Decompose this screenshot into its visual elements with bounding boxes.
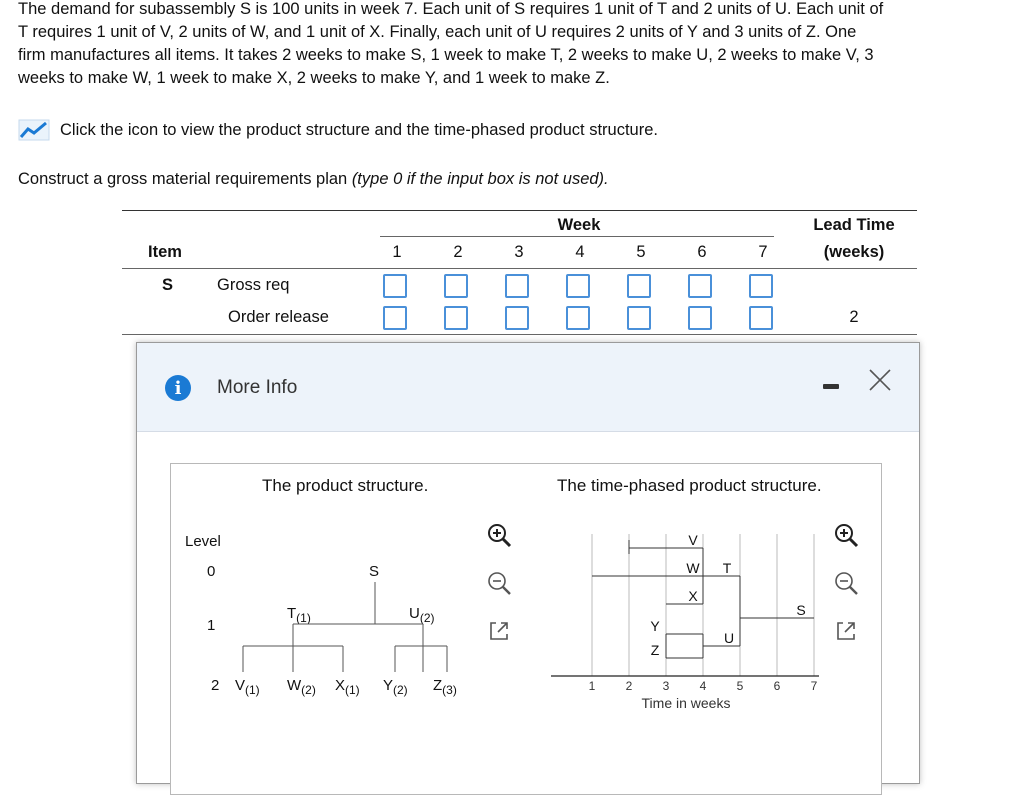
level-label: Level xyxy=(185,533,221,550)
problem-line-3: firm manufactures all items. It takes 2 weeks to make S, 1 week to make T, 2 weeks to make U, 2 weeks to make V, 3 xyxy=(18,46,874,64)
mrp-table xyxy=(122,210,917,336)
order-release-week-7-input[interactable] xyxy=(749,306,773,330)
tick-4: 4 xyxy=(699,679,707,693)
node-s: S xyxy=(369,563,380,580)
zoom-in-icon[interactable] xyxy=(833,522,859,548)
order-release-week-1-input[interactable] xyxy=(383,306,407,330)
view-structure-link-text[interactable]: Click the icon to view the product structure and the time-phased product structure. xyxy=(60,120,658,139)
tick-7: 7 xyxy=(810,679,818,693)
item-header: Item xyxy=(148,243,182,261)
label-z: Z xyxy=(650,642,660,658)
level-1-label: 1 xyxy=(207,617,216,634)
tick-6: 6 xyxy=(773,679,781,693)
product-structure-title: The product structure. xyxy=(262,476,429,495)
problem-line-4: weeks to make W, 1 week to make X, 2 weeks to make Y, and 1 week to make Z. xyxy=(18,69,610,87)
table-top-rule xyxy=(122,210,917,211)
instruction-text: Construct a gross material requirements plan xyxy=(18,170,352,188)
zoom-out-button-left[interactable] xyxy=(486,570,512,596)
dialog-header xyxy=(137,343,919,432)
time-phased-diagram xyxy=(551,524,821,734)
expand-icon[interactable] xyxy=(486,618,512,644)
item-s: S xyxy=(162,276,174,294)
label-y: Y xyxy=(650,618,660,634)
expand-button-left[interactable] xyxy=(486,618,512,644)
table-bottom-rule xyxy=(122,334,917,335)
lead-time-header: Lead Time xyxy=(813,216,895,234)
time-phased-title: The time-phased product structure. xyxy=(557,476,822,495)
zoom-in-button-left[interactable] xyxy=(486,522,512,548)
label-t: T xyxy=(722,560,732,576)
zoom-out-icon[interactable] xyxy=(486,570,512,596)
product-structure-diagram xyxy=(171,524,481,704)
lead-time-value: 2 xyxy=(849,308,859,326)
chart-line-icon[interactable] xyxy=(18,119,50,141)
lead-time-units: (weeks) xyxy=(823,243,885,261)
gross-req-week-3-input[interactable] xyxy=(505,274,529,298)
order-release-week-3-input[interactable] xyxy=(505,306,529,330)
level-0-label: 0 xyxy=(207,563,216,580)
zoom-out-button-right[interactable] xyxy=(833,570,859,596)
gross-req-label: Gross req xyxy=(217,276,290,294)
tick-3: 3 xyxy=(662,679,670,693)
node-w: $W_{(2)}$ xyxy=(287,677,316,697)
tick-5: 5 xyxy=(736,679,744,693)
week-label-7: 7 xyxy=(758,243,768,261)
zoom-in-button-right[interactable] xyxy=(833,522,859,548)
label-x: X xyxy=(688,588,698,604)
tick-1: 1 xyxy=(588,679,596,693)
label-u: U xyxy=(723,630,735,646)
instruction-emphasis: (type 0 if the input box is not used). xyxy=(351,170,609,188)
dialog-title: More Info xyxy=(217,377,298,398)
order-release-week-6-input[interactable] xyxy=(688,306,712,330)
week-label-1: 1 xyxy=(392,243,402,261)
week-label-6: 6 xyxy=(697,243,707,261)
view-structure-link[interactable] xyxy=(18,118,658,142)
label-s: S xyxy=(796,602,806,618)
info-icon: i xyxy=(165,375,191,401)
expand-icon[interactable] xyxy=(833,618,859,644)
order-release-week-2-input[interactable] xyxy=(444,306,468,330)
minimize-button[interactable] xyxy=(821,381,841,389)
gross-req-week-4-input[interactable] xyxy=(566,274,590,298)
instruction xyxy=(18,170,609,189)
node-z: $Z_{(3)}$ xyxy=(433,677,457,697)
level-2-label: 2 xyxy=(211,677,220,694)
node-u: $U_{(2)}$ xyxy=(409,605,435,625)
order-release-week-4-input[interactable] xyxy=(566,306,590,330)
week-label-3: 3 xyxy=(514,243,524,261)
node-v: $V_{(1)}$ xyxy=(235,677,260,697)
week-label-2: 2 xyxy=(453,243,463,261)
order-release-week-5-input[interactable] xyxy=(627,306,651,330)
label-v: V xyxy=(688,532,698,548)
week-label-5: 5 xyxy=(636,243,646,261)
problem-line-1: The demand for subassembly S is 100 units in week 7. Each unit of S requires 1 unit of T and 2 units of U. Each unit of xyxy=(18,0,884,18)
x-axis-label: Time in weeks xyxy=(641,695,731,711)
zoom-in-icon[interactable] xyxy=(486,522,512,548)
gross-req-week-2-input[interactable] xyxy=(444,274,468,298)
close-button[interactable] xyxy=(867,367,893,393)
label-w: W xyxy=(686,560,700,576)
order-release-label: Order release xyxy=(228,308,329,326)
gross-req-week-5-input[interactable] xyxy=(627,274,651,298)
week-label-4: 4 xyxy=(575,243,585,261)
more-info-dialog xyxy=(136,342,920,784)
close-icon[interactable] xyxy=(867,367,893,393)
figure-panel xyxy=(170,463,882,795)
week-underline xyxy=(380,236,774,237)
table-header-rule xyxy=(122,268,917,269)
node-x: $X_{(1)}$ xyxy=(335,677,360,697)
tick-2: 2 xyxy=(625,679,633,693)
node-y: $Y_{(2)}$ xyxy=(383,677,408,697)
gross-req-week-1-input[interactable] xyxy=(383,274,407,298)
problem-line-2: T requires 1 unit of V, 2 units of W, and 1 unit of X. Finally, each unit of U requires 2 units of Y and 3 units of Z. One xyxy=(18,23,857,41)
gross-req-week-7-input[interactable] xyxy=(749,274,773,298)
problem-statement xyxy=(18,0,1018,90)
minimize-icon[interactable] xyxy=(823,384,839,389)
gross-req-week-6-input[interactable] xyxy=(688,274,712,298)
zoom-out-icon[interactable] xyxy=(833,570,859,596)
expand-button-right[interactable] xyxy=(833,618,859,644)
node-t: $T_{(1)}$ xyxy=(287,605,311,625)
week-header: Week xyxy=(557,216,601,234)
